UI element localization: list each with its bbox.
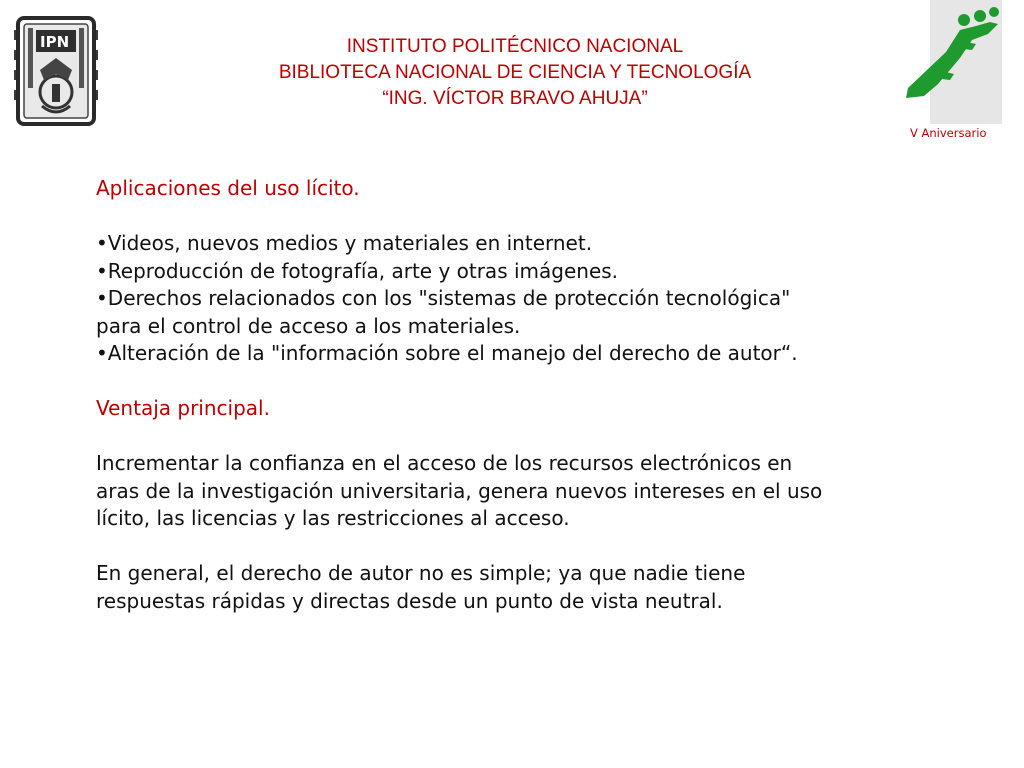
institution-title: INSTITUTO POLITÉCNICO NACIONAL: [346, 36, 684, 57]
library-subtitle: “ING. VÍCTOR BRAVO AHUJA”: [382, 88, 648, 109]
paragraph-line: En general, el derecho de autor no es simple; ya que nadie tiene: [96, 561, 746, 585]
ipn-logo-text: IPN: [40, 33, 70, 51]
green-figures-icon: [898, 0, 1002, 124]
list-item: •Reproducción de fotografía, arte y otras imágenes.: [96, 258, 619, 283]
anniversary-label: V Aniversario: [910, 126, 987, 140]
paragraph-line: respuestas rápidas y directas desde un punto de vista neutral.: [96, 588, 723, 613]
spacer: [96, 203, 976, 231]
spacer: [96, 423, 976, 451]
spacer: [96, 368, 976, 396]
spacer: [96, 533, 976, 561]
list-item: •Alteración de la "información sobre el manejo del derecho de autor“.: [96, 341, 798, 365]
library-title: BIBLIOTECA NACIONAL DE CIENCIA Y TECNOLOGÍA: [278, 62, 752, 83]
section-heading-advantage: Ventaja principal.: [96, 396, 270, 420]
list-item: •Derechos relacionados con los "sistemas de protección tecnológica": [96, 286, 791, 310]
list-item: •Videos, nuevos medios y materiales en internet.: [96, 231, 593, 255]
ipn-seal-icon: [12, 10, 100, 130]
paragraph-line: Incrementar la confianza en el acceso de los recursos electrónicos en: [96, 451, 793, 475]
paragraph-line: lícito, las licencias y las restricciones al acceso.: [96, 506, 570, 530]
page-header: [170, 34, 860, 112]
section-heading-uses: Aplicaciones del uso lícito.: [96, 176, 360, 200]
paragraph-line: aras de la investigación universitaria, genera nuevos intereses en el uso: [96, 478, 823, 503]
list-item-continuation: para el control de acceso a los materiales.: [96, 313, 521, 338]
slide-content: [96, 175, 976, 615]
